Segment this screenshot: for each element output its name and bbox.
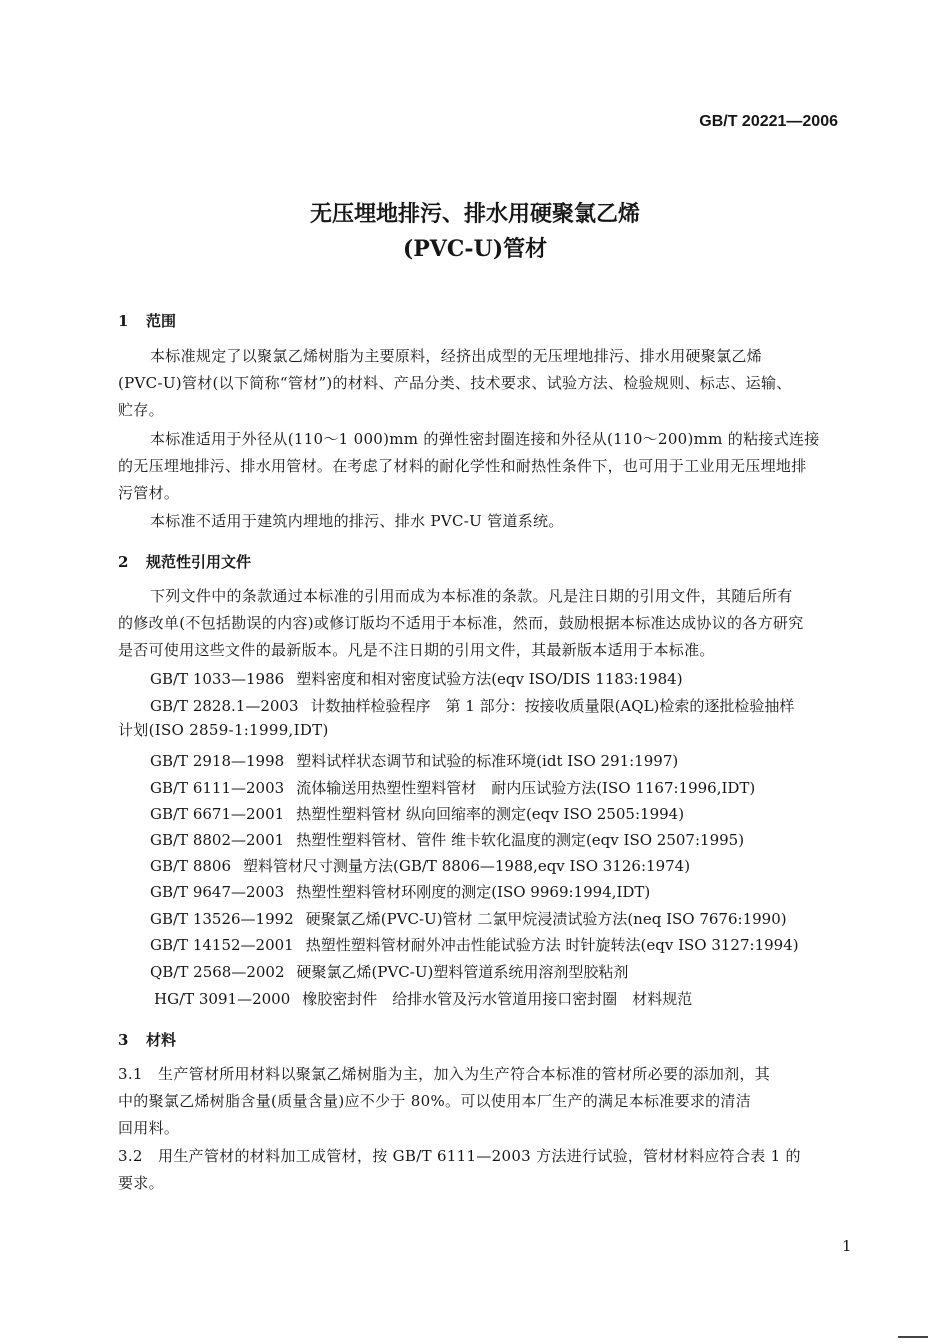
reference-code: GB/T 9647—2003 [150,883,285,901]
reference-title: 硬聚氯乙烯(PVC-U)塑料管道系统用溶剂型胶粘剂 [296,963,629,981]
reference-code: GB/T 13526—1992 [150,910,294,928]
reference-code: GB/T 6671—2001 [150,805,285,823]
reference-title: 热塑性塑料管材 纵向回缩率的测定(eqv ISO 2505:1994) [296,805,685,823]
reference-item [154,988,692,1009]
reference-item [150,881,650,902]
reference-item [150,668,683,689]
text-line: 的无压埋地排污、排水用管材。在考虑了材料的耐化学性和耐热性条件下，也可用于工业用无压埋地排 [118,457,807,475]
text-line: 中的聚氯乙烯树脂含量(质量含量)应不少于 80%。可以使用本厂生产的满足本标准要求的清洁 [118,1092,752,1110]
document-title-line-2: (PVC-U)管材 [402,236,548,262]
section-title: 范围 [146,312,177,330]
section-number: 3 [118,1031,129,1049]
reference-item [150,829,744,850]
page-number: 1 [842,1237,852,1255]
reference-title: 塑料试样状态调节和试验的标准环境(idt ISO 291:1997) [296,752,679,770]
reference-item [150,961,628,982]
section-title: 材料 [146,1031,177,1049]
section-heading [118,1029,176,1050]
reference-code: QB/T 2568—2002 [150,963,285,981]
text-line: 3.2 用生产管材的材料加工成管材，按 GB/T 6111—2003 方法进行试验，管材材料应符合表 1 的 [118,1147,801,1165]
section-heading [118,551,251,572]
text-line: 下列文件中的条款通过本标准的引用而成为本标准的条款。凡是注日期的引用文件，其随后所有 [150,587,793,605]
text-line: 的修改单(不包括勘误的内容)或修订版均不适用于本标准，然而，鼓励根据本标准达成协议的各方研究 [118,614,804,632]
reference-item [150,803,684,824]
reference-code: GB/T 2828.1—2003 [150,697,299,715]
reference-title: 流体输送用热塑性塑料管材 耐内压试验方法(ISO 1167:1996,IDT) [296,779,756,797]
reference-title: 计数抽样检验程序 第 1 部分：按接收质量限(AQL)检索的逐批检验抽样 [310,697,795,715]
text-line: 本标准不适用于建筑内埋地的排污、排水 PVC-U 管道系统。 [150,512,564,530]
reference-item [150,695,794,716]
reference-item [150,855,690,876]
reference-code: GB/T 14152—2001 [150,936,294,954]
reference-code: HG/T 3091—2000 [154,990,291,1008]
reference-title: 热塑性塑料管材耐外冲击性能试验方法 时针旋转法(eqv ISO 3127:1994) [305,936,799,954]
reference-item [150,934,799,955]
section-heading [118,310,176,331]
reference-title: 橡胶密封件 给排水管及污水管道用接口密封圈 材料规范 [302,990,693,1008]
reference-code: GB/T 1033—1986 [150,670,285,688]
reference-title: 热塑性塑料管材、管件 维卡软化温度的测定(eqv ISO 2507:1995) [296,831,745,849]
reference-title: 热塑性塑料管材环刚度的测定(ISO 9969:1994,IDT) [296,883,651,901]
document-title-line-1: 无压埋地排污、排水用硬聚氯乙烯 [309,201,640,227]
section-title: 规范性引用文件 [146,553,252,571]
text-line: 回用料。 [118,1119,180,1137]
reference-code: GB/T 2918—1998 [150,752,285,770]
text-line: 要求。 [118,1174,164,1192]
standard-code: GB/T 20221—2006 [699,113,838,130]
text-line: 是否可使用这些文件的最新版本。凡是不注日期的引用文件，其最新版本适用于本标准。 [118,641,715,659]
text-line: 本标准适用于外径从(110～1 000)mm 的弹性密封圈连接和外径从(110～200)mm 的粘接式连接 [150,430,820,448]
reference-item [150,777,755,798]
reference-code: GB/T 8806 [150,857,232,875]
reference-item [150,908,787,929]
reference-code: GB/T 8802—2001 [150,831,285,849]
reference-title: 塑料密度和相对密度试验方法(eqv ISO/DIS 1183:1984) [296,670,683,688]
reference-title: 塑料管材尺寸测量方法(GB/T 8806—1988,eqv ISO 3126:1974) [243,857,691,875]
reference-title: 硬聚氯乙烯(PVC-U)管材 二氯甲烷浸渍试验方法(neq ISO 7676:1990) [305,910,787,928]
section-number: 1 [118,312,129,330]
section-number: 2 [118,553,129,571]
text-line: (PVC-U)管材(以下简称“管材”)的材料、产品分类、技术要求、试验方法、检验规则、标志、运输、 [118,374,792,392]
text-line: 贮存。 [118,401,164,419]
text-line: 3.1 生产管材所用材料以聚氯乙烯树脂为主，加入为生产符合本标准的管材所必要的添加剂，其 [118,1065,771,1083]
reference-continuation: 计划(ISO 2859-1:1999,IDT) [118,721,329,739]
scan-mark [898,1336,928,1338]
reference-item [150,750,678,771]
text-line: 污管材。 [118,484,180,502]
text-line: 本标准规定了以聚氯乙烯树脂为主要原料，经挤出成型的无压埋地排污、排水用硬聚氯乙烯 [150,347,763,365]
reference-code: GB/T 6111—2003 [150,779,285,797]
